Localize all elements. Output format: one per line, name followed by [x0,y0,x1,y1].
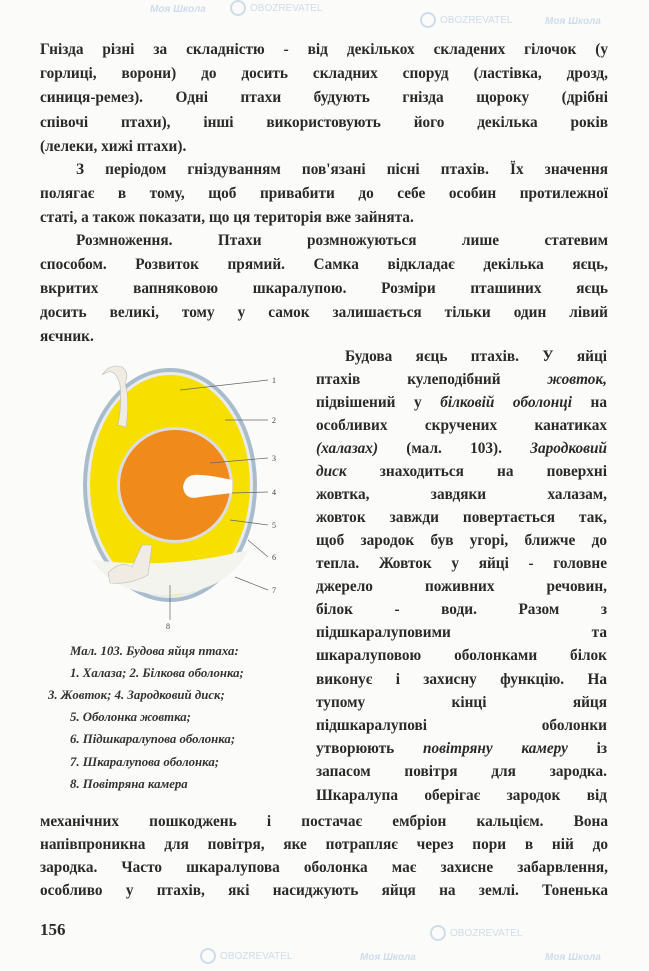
watermark-school: Моя Школа [360,952,416,963]
figure-caption-line: 7. Шкаралупова оболонка; [70,755,219,769]
text-line: особливо у птахів, які насиджують яйця на землі. Тоненька [40,882,608,899]
text-line: яєчник. [40,328,94,345]
label-6: 6 [272,553,276,562]
figure-caption-line: 3. Жовток; 4. Зародковий диск; [48,688,225,702]
text-line: способом. Розвиток прямий. Самка відкладає декілька яєць, [40,256,608,273]
term: диск [316,463,347,480]
text-line: полягає в тому, щоб привабити до себе особин протилежної [40,185,608,202]
text-line: підшкаралупові оболонки [316,717,607,734]
text-line: механічних пошкоджень і постачає ембріон кальцієм. Вона [40,813,608,830]
text-line: утворюють повітряну камеру із [316,740,607,757]
term: Зародковий [530,440,607,457]
text-line: досить великі, тому у самок залишається тільки один лівий [40,304,608,321]
text-line: шкаралуповою оболонками білок [316,647,607,664]
text-line: вкритих вапняковою шкаралупою. Розміри пташиних яєць [40,280,608,297]
egg-structure-diagram [60,345,300,635]
figure-caption-line: 6. Підшкаралупова оболонка; [70,732,236,746]
watermark-brand: OBOZREVATEL [430,925,522,943]
watermark-school: Моя Школа [545,952,601,963]
watermark-school: Моя Школа [150,4,206,15]
text-line: виконує і захисну функцію. На [316,671,607,688]
figure-caption-line: 8. Повітряна камера [70,777,188,791]
figure-caption-line: 5. Оболонка жовтка; [70,710,191,724]
label-3: 3 [272,454,276,463]
text-line: особливих скручених канатиках [316,417,607,434]
text-line: Будова яєць птахів. У яйці [345,348,608,365]
label-4: 4 [272,488,276,497]
term: жовток, [547,371,607,388]
text-line: Гнізда різні за складністю - від декількох складених гілочок (у [40,41,608,58]
section-heading: Розмноження. [76,232,173,249]
text-line: джерело поживних речовин, [316,578,607,595]
watermark-school: Моя Школа [545,16,601,27]
term: (халазах) [316,440,379,457]
watermark-brand: OBOZREVATEL [200,948,292,966]
text-line: жовтка, завдяки халазам, [316,486,607,503]
label-2: 2 [272,416,276,425]
text-line: птахів кулеподібний жовток, [316,371,607,388]
text-line: запасом повітря для зародка. [316,763,607,780]
text-line: щоб зародок був угорі, ближче до [316,532,607,549]
text-line: підшкаралуповими та [316,624,607,641]
text-line: З періодом гніздуванням пов'язані пісні птахів. Їх значення [76,161,608,178]
text-line: Розмноження. Птахи розмножуються лише статевим [76,232,608,249]
term: повітряну камеру [422,740,568,757]
watermark-brand: OBOZREVATEL [230,0,322,18]
text-line: горлиці, ворони) до досить складних споруд (ластівка, дрозд, [40,65,608,82]
text-line: білок - води. Разом з [316,601,607,618]
text-line: (лелеки, хижі птахи). [40,138,187,155]
text-line: диск знаходиться на поверхні [316,463,607,480]
text-line: статі, а також показати, що ця територія вже зайнята. [40,209,414,226]
label-1: 1 [272,376,276,385]
text-line: напівпроникна для повітря, яке потрапляє через пори в ній до [40,836,608,853]
figure-caption-title: Мал. 103. Будова яйця птаха: [70,644,239,658]
text-line: синиця-ремез). Одні птахи будують гнізда щороку (дрібні [40,89,608,106]
text-line: зародка. Часто шкаралупова оболонка має захисне забарвлення, [40,859,608,876]
watermark-brand: OBOZREVATEL [420,12,512,30]
text-line: підвішений у білковій оболонці на [316,394,607,411]
label-7: 7 [272,586,276,595]
text-line: співочі птахи), інші використовують його декілька років [40,114,608,131]
section-heading: Будова яєць птахів. [345,348,519,365]
figure-caption-line: 1. Халаза; 2. Білкова оболонка; [70,666,244,680]
text-line: жовток завжди повертається так, [316,509,607,526]
label-8: 8 [166,622,170,631]
text-line: (халазах) (мал. 103). Зародковий [316,440,607,457]
label-5: 5 [272,521,276,530]
text-line: тупому кінці яйця [316,694,607,711]
text-line: тепла. Жовток у яйці - головне [316,555,607,572]
text-line: Шкаралупа оберігає зародок від [316,787,607,804]
term: білковій оболонці [440,394,572,411]
page-number: 156 [40,920,66,939]
